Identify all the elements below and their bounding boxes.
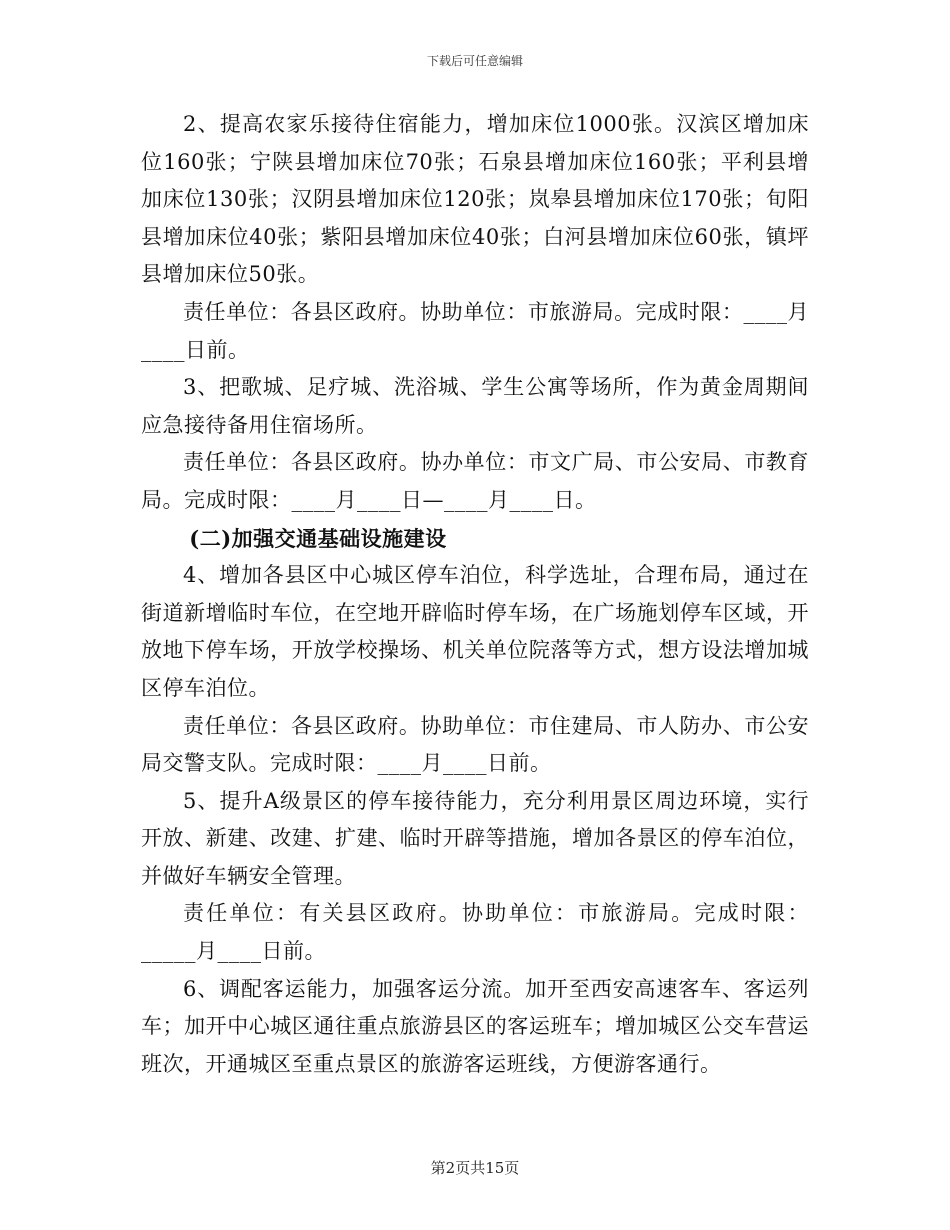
paragraph-item-2-lodging: 2、提高农家乐接待住宿能力，增加床位1000张。汉滨区增加床位160张；宁陕县增加床位70张；石泉县增加床位160张；平利县增加床位130张；汉阴县增加床位120张；岚皋县增加床位170张；旬阳县增加床位40张；紫阳县增加床位40张；白河县增加床位60张，镇坪县增加床位50张。 — [141, 112, 809, 287]
paragraph-item-4-parking: 4、增加各县区中心城区停车泊位，科学选址，合理布局，通过在街道新增临时车位，在空地开辟临时停车场，在广场施划停车区域，开放地下停车场，开放学校操场、机关单位院落等方式，想方设法增加城区停车泊位。 — [141, 563, 809, 700]
page-header-note: 下载后可任意编辑 — [426, 54, 523, 68]
paragraph-item-3-backup-lodging: 3、把歌城、足疗城、洗浴城、学生公寓等场所，作为黄金周期间应急接待备用住宿场所。 — [141, 375, 809, 437]
paragraph-item-6-passenger-transport: 6、调配客运能力，加强客运分流。加开至西安高速客车、客运列车；加开中心城区通往重点旅游县区的客运班车；增加城区公交车营运班次，开通城区至重点景区的旅游客运班线，方便游客通行。 — [141, 976, 809, 1076]
paragraph-responsibility-4: 责任单位：各县区政府。协助单位：市住建局、市人防办、市公安局交警支队。完成时限：____月____日前。 — [141, 713, 809, 776]
paragraph-responsibility-2: 责任单位：各县区政府。协助单位：市旅游局。完成时限：____月____日前。 — [141, 299, 809, 362]
document-body — [141, 106, 809, 1083]
paragraph-responsibility-5: 责任单位：有关县区政府。协助单位：市旅游局。完成时限：_____月____日前。 — [141, 901, 809, 964]
page-number-footer: 第2页共15页 — [430, 1159, 520, 1177]
section-heading-traffic: (二)加强交通基础设施建设 — [189, 525, 447, 551]
paragraph-responsibility-3: 责任单位：各县区政府。协办单位：市文广局、市公安局、市教育局。完成时限：____月____日—____月____日。 — [141, 450, 809, 512]
paragraph-item-5-scenic-parking: 5、提升A级景区的停车接待能力，充分利用景区周边环境，实行开放、新建、改建、扩建、临时开辟等措施，增加各景区的停车泊位，并做好车辆安全管理。 — [141, 788, 809, 888]
